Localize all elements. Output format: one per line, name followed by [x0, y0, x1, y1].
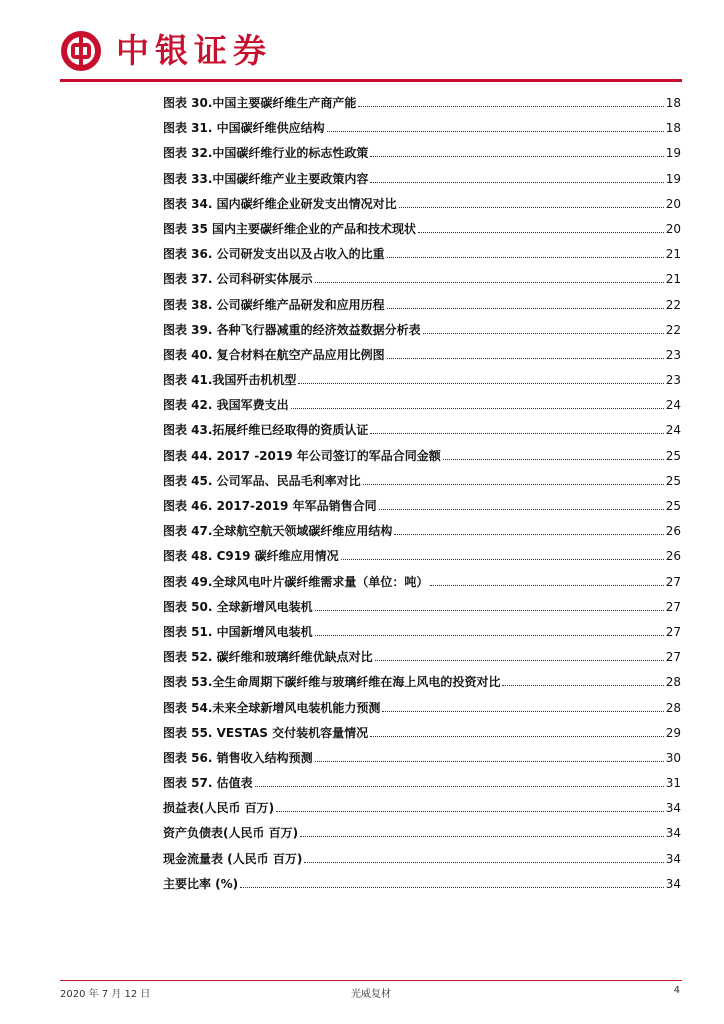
toc-dot-leader [315, 610, 664, 611]
toc-dot-leader [430, 585, 663, 586]
toc-entry-page[interactable]: 29 [665, 725, 681, 740]
footer-date: 2020 年 7 月 12 日 [60, 989, 151, 1000]
toc-dot-leader [423, 333, 664, 334]
toc-entry[interactable] [163, 746, 681, 771]
toc-entry-page[interactable]: 19 [665, 171, 681, 186]
toc-dot-leader [375, 660, 664, 661]
toc-entry-page[interactable]: 26 [665, 549, 681, 564]
toc-entry-title[interactable]: 损益表(人民币 百万) [163, 801, 275, 816]
toc-entry-page[interactable]: 25 [665, 473, 681, 488]
toc-entry[interactable] [163, 343, 681, 368]
toc-entry-page[interactable]: 27 [665, 650, 681, 665]
toc-entry[interactable] [163, 645, 681, 670]
toc-dot-leader [382, 711, 663, 712]
toc-entry[interactable] [163, 519, 681, 544]
toc-entry-title[interactable]: 图表 40. 复合材料在航空产品应用比例图 [163, 347, 385, 362]
toc-entry-page[interactable]: 27 [665, 624, 681, 639]
toc-entry[interactable] [163, 821, 681, 846]
toc-entry-page[interactable]: 22 [665, 297, 681, 312]
toc-entry-page[interactable]: 25 [665, 448, 681, 463]
toc-entry-page[interactable]: 20 [665, 221, 681, 236]
toc-dot-leader [327, 131, 664, 132]
toc-entry-page[interactable]: 34 [665, 826, 681, 841]
toc-entry-page[interactable]: 23 [665, 347, 681, 362]
toc-dot-leader [379, 509, 664, 510]
toc-dot-leader [276, 811, 664, 812]
toc-entry-title[interactable]: 图表 55. VESTAS 交付装机容量情况 [163, 725, 369, 740]
table-of-contents [163, 91, 681, 897]
page-number: 4 [673, 985, 680, 996]
toc-entry-page[interactable]: 34 [665, 876, 681, 891]
toc-dot-leader [418, 232, 664, 233]
toc-entry[interactable] [163, 544, 681, 569]
toc-entry-title[interactable]: 主要比率 (%) [163, 876, 239, 891]
toc-entry-title[interactable]: 图表 35 国内主要碳纤维企业的产品和技术现状 [163, 221, 417, 236]
brand-name: 中银证券 [116, 31, 272, 70]
toc-entry[interactable] [163, 796, 681, 821]
toc-entry[interactable] [163, 570, 681, 595]
toc-dot-leader [370, 156, 663, 157]
toc-entry-page[interactable]: 24 [665, 423, 681, 438]
toc-dot-leader [387, 257, 664, 258]
toc-entry-page[interactable]: 28 [665, 675, 681, 690]
toc-entry[interactable] [163, 469, 681, 494]
toc-entry[interactable] [163, 620, 681, 645]
toc-entry[interactable] [163, 293, 681, 318]
toc-entry-page[interactable]: 27 [665, 599, 681, 614]
toc-dot-leader [394, 534, 663, 535]
toc-entry-page[interactable]: 26 [665, 524, 681, 539]
toc-entry-page[interactable]: 28 [665, 700, 681, 715]
toc-entry-title[interactable]: 图表 42. 我国军费支出 [163, 398, 289, 413]
toc-dot-leader [387, 358, 664, 359]
toc-dot-leader [300, 836, 664, 837]
toc-dot-leader [315, 282, 664, 283]
toc-dot-leader [443, 459, 664, 460]
toc-entry-page[interactable]: 19 [665, 146, 681, 161]
toc-dot-leader [358, 106, 663, 107]
toc-dot-leader [240, 887, 664, 888]
toc-entry-title[interactable]: 图表 30.中国主要碳纤维生产商产能 [163, 96, 357, 110]
footer-divider [60, 980, 682, 981]
toc-entry-page[interactable]: 22 [665, 322, 681, 337]
toc-dot-leader [502, 685, 663, 686]
toc-dot-leader [399, 207, 664, 208]
toc-dot-leader [255, 786, 664, 787]
toc-entry[interactable] [163, 116, 681, 141]
toc-entry[interactable] [163, 872, 681, 897]
toc-entry-title[interactable]: 图表 39. 各种飞行器减重的经济效益数据分析表 [163, 322, 421, 337]
toc-dot-leader [370, 182, 663, 183]
toc-entry-title[interactable]: 图表 38. 公司碳纤维产品研发和应用历程 [163, 297, 385, 312]
toc-entry-title[interactable]: 图表 37. 公司科研实体展示 [163, 272, 313, 287]
toc-entry-title[interactable]: 图表 50. 全球新增风电装机 [163, 599, 313, 614]
toc-entry-page[interactable]: 25 [665, 499, 681, 513]
toc-entry-title[interactable]: 图表 41.我国歼击机机型 [163, 373, 297, 388]
toc-entry[interactable] [163, 418, 681, 443]
toc-entry-title[interactable]: 图表 54.未来全球新增风电装机能力预测 [163, 700, 381, 715]
toc-entry[interactable] [163, 670, 681, 695]
toc-entry-page[interactable]: 21 [665, 247, 681, 262]
toc-entry-title[interactable]: 图表 46. 2017-2019 年军品销售合同 [163, 499, 377, 513]
toc-entry-title[interactable]: 图表 44. 2017 -2019 年公司签订的军品合同金额 [163, 448, 441, 463]
toc-dot-leader [363, 484, 664, 485]
toc-entry[interactable] [163, 721, 681, 746]
toc-entry-page[interactable]: 24 [665, 398, 681, 413]
toc-entry-title[interactable]: 图表 32.中国碳纤维行业的标志性政策 [163, 146, 369, 161]
toc-entry[interactable] [163, 444, 681, 469]
toc-entry[interactable] [163, 847, 681, 872]
toc-entry[interactable] [163, 91, 681, 116]
toc-entry-title[interactable]: 图表 43.拓展纤维已经取得的资质认证 [163, 423, 369, 438]
toc-entry[interactable] [163, 217, 681, 242]
toc-entry[interactable] [163, 696, 681, 721]
toc-dot-leader [315, 635, 664, 636]
toc-entry-title[interactable]: 现金流量表 (人民币 百万) [163, 851, 303, 866]
toc-entry[interactable] [163, 141, 681, 166]
footer-company: 光威复材 [351, 989, 391, 1000]
toc-entry[interactable] [163, 242, 681, 267]
toc-entry-page[interactable]: 21 [665, 272, 681, 287]
toc-entry-title[interactable]: 图表 49.全球风电叶片碳纤维需求量（单位：吨） [163, 574, 429, 589]
toc-entry-page[interactable]: 30 [665, 750, 681, 765]
toc-entry[interactable] [163, 771, 681, 796]
toc-entry-title[interactable]: 资产负债表(人民币 百万) [163, 826, 299, 841]
toc-entry[interactable] [163, 318, 681, 343]
toc-dot-leader [387, 308, 664, 309]
toc-entry[interactable] [163, 368, 681, 393]
toc-entry-page[interactable]: 31 [665, 776, 681, 791]
toc-entry-title[interactable]: 图表 53.全生命周期下碳纤维与玻璃纤维在海上风电的投资对比 [163, 675, 501, 690]
bank-of-china-logo-icon [60, 30, 102, 72]
toc-entry-title[interactable]: 图表 57. 估值表 [163, 776, 253, 791]
toc-entry-title[interactable]: 图表 45. 公司军品、民品毛利率对比 [163, 473, 361, 488]
toc-entry-title[interactable]: 图表 47.全球航空航天领域碳纤维应用结构 [163, 524, 393, 539]
toc-dot-leader [304, 862, 663, 863]
toc-entry-title[interactable]: 图表 51. 中国新增风电装机 [163, 624, 313, 639]
header-divider [60, 79, 682, 82]
toc-entry[interactable] [163, 494, 681, 519]
toc-entry-title[interactable]: 图表 36. 公司研发支出以及占收入的比重 [163, 247, 385, 262]
toc-entry-title[interactable]: 图表 48. C919 碳纤维应用情况 [163, 549, 339, 564]
toc-entry[interactable] [163, 595, 681, 620]
toc-entry[interactable] [163, 167, 681, 192]
toc-dot-leader [370, 433, 663, 434]
page-footer [60, 985, 682, 1001]
toc-entry-page[interactable]: 23 [665, 373, 681, 388]
toc-entry-page[interactable]: 27 [665, 574, 681, 589]
toc-entry-page[interactable]: 34 [665, 801, 681, 816]
toc-dot-leader [315, 761, 664, 762]
page-header [60, 28, 272, 74]
toc-entry-page[interactable]: 18 [665, 121, 681, 136]
toc-entry-title[interactable]: 图表 33.中国碳纤维产业主要政策内容 [163, 171, 369, 186]
toc-entry[interactable] [163, 393, 681, 418]
toc-entry[interactable] [163, 267, 681, 292]
toc-dot-leader [291, 408, 664, 409]
toc-dot-leader [370, 736, 664, 737]
toc-dot-leader [341, 559, 664, 560]
toc-entry-title[interactable]: 图表 31. 中国碳纤维供应结构 [163, 121, 325, 136]
toc-entry-page[interactable]: 18 [665, 96, 681, 110]
toc-entry-page[interactable]: 34 [665, 851, 681, 866]
toc-entry-page[interactable]: 20 [665, 196, 681, 211]
toc-entry-title[interactable]: 图表 56. 销售收入结构预测 [163, 750, 313, 765]
toc-dot-leader [298, 383, 663, 384]
toc-entry-title[interactable]: 图表 52. 碳纤维和玻璃纤维优缺点对比 [163, 650, 373, 665]
toc-entry[interactable] [163, 192, 681, 217]
toc-entry-title[interactable]: 图表 34. 国内碳纤维企业研发支出情况对比 [163, 196, 397, 211]
